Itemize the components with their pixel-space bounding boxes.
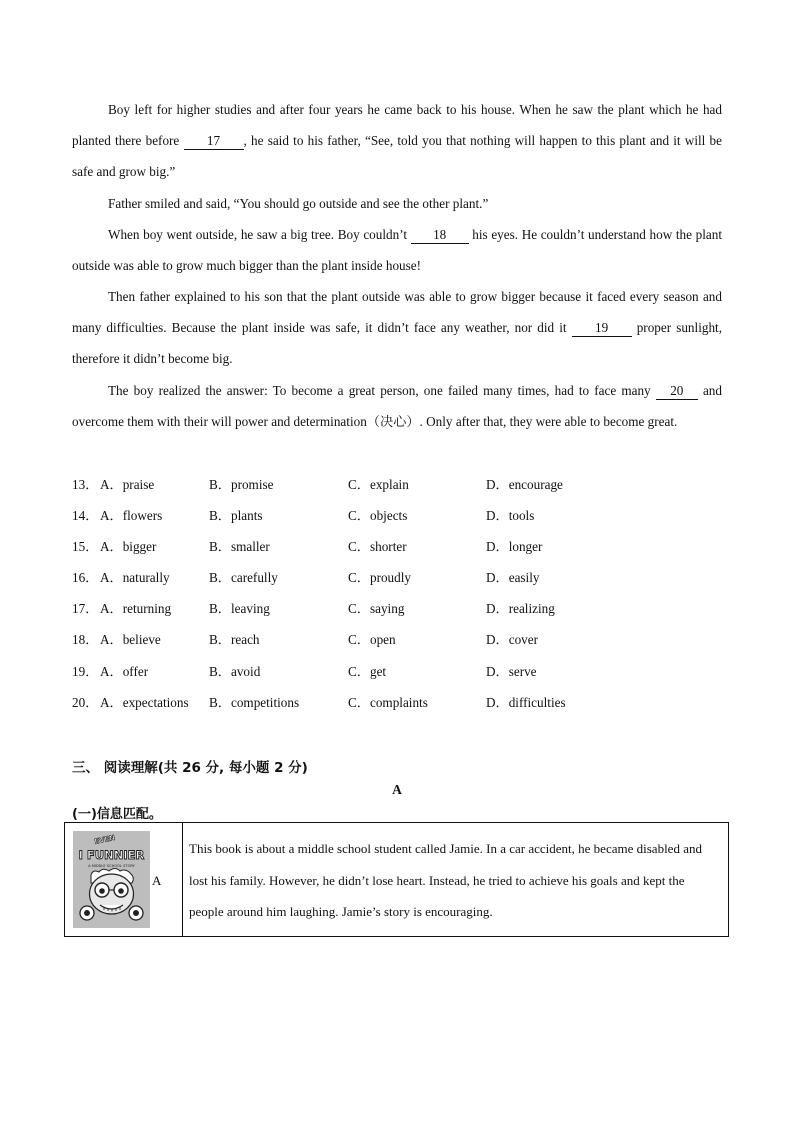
option-a: A．believe: [100, 632, 161, 647]
paragraph-text: Boy left for higher studies and after four years he came back to his house. When he saw the plant which he had planted there before: [72, 102, 722, 148]
paragraph-text: proper sunlight, therefore it didn’t become big.: [72, 320, 723, 366]
passage-paragraph-3: [72, 219, 722, 281]
option-d: D．longer: [486, 539, 543, 554]
book-letter-label: A: [152, 873, 162, 888]
option-a: A．offer: [100, 664, 149, 679]
option-a: A．returning: [100, 601, 172, 616]
blank-17: 17: [184, 133, 244, 150]
section-title: 三、 阅读理解(共 26 分, 每小题 2 分): [72, 760, 308, 776]
passage-paragraph-4: [72, 281, 722, 374]
option-d: D．cover: [486, 632, 538, 647]
option-c: C．open: [348, 632, 396, 647]
option-d: D．easily: [486, 570, 540, 585]
book-description: This book is about a middle school student called Jamie. In a car accident, he became disabled and lost his family. However, he didn’t lose heart. Instead, he tried to achieve his goals and kept the people around him laughing. Jamie’s story is encouraging.: [189, 841, 702, 919]
part-label: A: [392, 782, 402, 797]
option-b: B．reach: [209, 632, 260, 647]
option-d: D．serve: [486, 664, 537, 679]
option-c: C．objects: [348, 508, 408, 523]
option-a: A．bigger: [100, 539, 157, 554]
option-b: B．smaller: [209, 539, 270, 554]
option-b: B．carefully: [209, 570, 278, 585]
question-number: 14．: [72, 508, 99, 523]
option-a: A．flowers: [100, 508, 163, 523]
option-b: B．plants: [209, 508, 263, 523]
blank-20: 20: [656, 383, 698, 400]
question-number: 16．: [72, 570, 99, 585]
passage-paragraph-5: [72, 375, 722, 437]
passage-paragraph-1: [72, 94, 722, 187]
book-cover-image: [73, 831, 150, 928]
paragraph-text: his eyes. He couldn’t understand how the plant outside was able to grow much bigger than the plant inside house!: [72, 227, 722, 273]
paragraph-text: The boy realized the answer: To become a great person, one failed many times, had to face many: [108, 383, 656, 398]
question-number: 13．: [72, 477, 99, 492]
passage-paragraph-2: [72, 188, 722, 219]
option-d: D．encourage: [486, 477, 563, 492]
question-number: 20．: [72, 695, 99, 710]
paragraph-text: When boy went outside, he saw a big tree. Boy couldn’t: [108, 227, 411, 242]
subsection-title: (一)信息匹配。: [72, 807, 162, 822]
option-a: A．expectations: [100, 695, 189, 710]
option-c: C．get: [348, 664, 387, 679]
question-number: 17．: [72, 601, 99, 616]
paragraph-text: and overcome them with their will power and determination（决心）. Only after that, they were able to become great.: [72, 383, 722, 429]
question-number: 19．: [72, 664, 99, 679]
question-number: 18．: [72, 632, 99, 647]
option-c: C．proudly: [348, 570, 412, 585]
option-c: C．explain: [348, 477, 409, 492]
option-c: C．complaints: [348, 695, 428, 710]
table-divider: [182, 823, 183, 936]
option-a: A．praise: [100, 477, 155, 492]
book-cover-subtitle: A MIDDLE SCHOOL STORY: [88, 864, 135, 868]
option-b: B．promise: [209, 477, 274, 492]
option-b: B．leaving: [209, 601, 270, 616]
option-a: A．naturally: [100, 570, 170, 585]
paragraph-text: Then father explained to his son that the plant outside was able to grow bigger because it faced every season and many difficulties. Because the plant inside was safe, it didn’t face any weather, nor did it: [72, 289, 722, 335]
option-d: D．tools: [486, 508, 535, 523]
paragraph-text: , he said to his father, “See, told you that nothing will happen to this plant and it will be safe and grow big.”: [72, 133, 722, 179]
option-b: B．competitions: [209, 695, 300, 710]
option-d: D．difficulties: [486, 695, 566, 710]
option-c: C．saying: [348, 601, 405, 616]
option-d: D．realizing: [486, 601, 555, 616]
question-number: 15．: [72, 539, 99, 554]
blank-18: 18: [411, 227, 469, 244]
option-b: B．avoid: [209, 664, 261, 679]
blank-19: 19: [572, 320, 632, 337]
paragraph-text: Father smiled and said, “You should go outside and see the other plant.”: [108, 196, 489, 211]
matching-table: [64, 822, 729, 937]
book-cover-title-text: I FUNNIER: [78, 848, 145, 862]
book-cover-top-text: EVEN: [93, 833, 116, 846]
option-c: C．shorter: [348, 539, 407, 554]
